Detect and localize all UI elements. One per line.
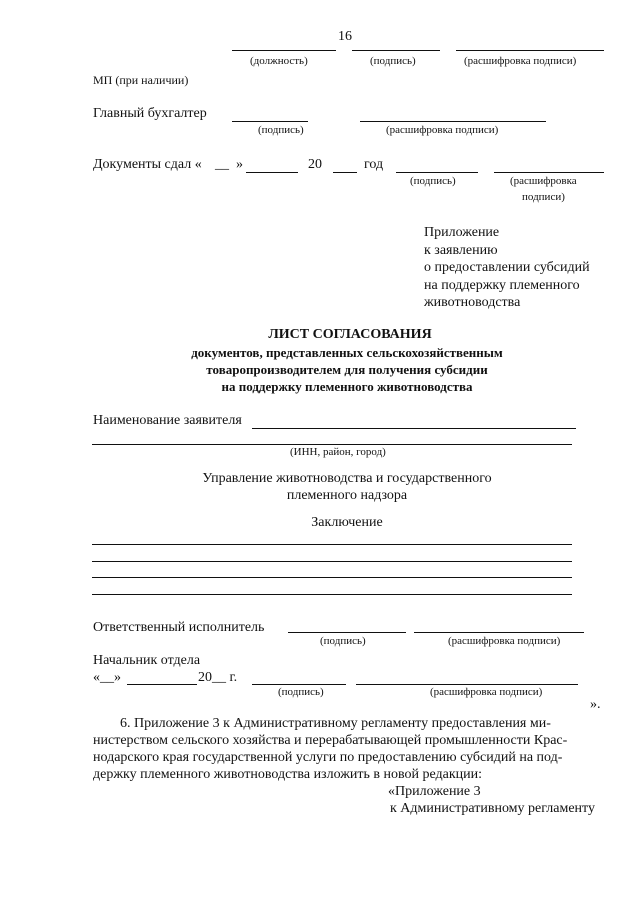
appendix-note-line: животноводства — [424, 295, 521, 310]
appendix-note-line: о предоставлении субсидий — [424, 260, 590, 275]
department-heading — [0, 470, 639, 504]
documents-year-word: год — [364, 157, 384, 172]
item6-line1: 6. Приложение 3 к Административному регламенту предоставления ми- — [120, 716, 551, 731]
documents-submitted-label: Документы сдал « — [93, 157, 202, 172]
documents-decoding-caption-2: подписи) — [522, 191, 565, 203]
executor-signature-line — [288, 632, 406, 633]
signature-caption: (подпись) — [370, 55, 416, 67]
applicant-label: Наименование заявителя — [93, 413, 242, 428]
appendix-note — [424, 224, 590, 312]
applicant-line-2 — [92, 444, 572, 445]
documents-decoding-caption-1: (расшифровка — [510, 175, 577, 187]
accountant-signature-caption: (подпись) — [258, 124, 304, 136]
applicant-line — [252, 428, 576, 429]
head-label: Начальник отдела — [93, 653, 201, 668]
accountant-decoding-line — [360, 121, 546, 122]
executor-signature-caption: (подпись) — [320, 635, 366, 647]
executor-decoding-caption: (расшифровка подписи) — [448, 635, 561, 647]
head-decoding-line — [356, 684, 578, 685]
head-month-line — [127, 684, 197, 685]
documents-day-blank: __ — [215, 157, 229, 172]
conclusion-line — [92, 577, 572, 578]
executor-decoding-line — [414, 632, 584, 633]
position-line — [232, 50, 336, 51]
signature-line — [352, 50, 440, 51]
appendix-note-line: на поддержку племенного — [424, 277, 580, 293]
head-date-open: «__» — [93, 670, 121, 685]
new-appendix-line1: «Приложение 3 — [388, 784, 481, 799]
sheet-subtitle — [0, 344, 639, 395]
decoding-line — [456, 50, 604, 51]
documents-signature-caption: (подпись) — [410, 175, 456, 187]
appendix-note-line: Приложение — [424, 225, 500, 240]
conclusion-line — [92, 544, 572, 545]
sheet-title: ЛИСТ СОГЛАСОВАНИЯ — [268, 327, 432, 342]
appendix-note-line: к заявлению — [424, 242, 498, 258]
accountant-decoding-caption: (расшифровка подписи) — [386, 124, 499, 136]
item6-line2: нистерством сельского хозяйства и перерабатывающей промышленности Крас- — [93, 733, 568, 748]
accountant-signature-line — [232, 121, 308, 122]
page-number: 16 — [338, 29, 352, 44]
head-decoding-caption: (расшифровка подписи) — [430, 686, 543, 698]
conclusion-label: Заключение — [311, 515, 383, 530]
conclusion-line — [92, 561, 572, 562]
head-signature-line — [252, 684, 346, 685]
chief-accountant-label: Главный бухгалтер — [93, 106, 207, 121]
sheet-subtitle-line: на поддержку племенного животноводства — [221, 379, 473, 394]
item6-line3: нодарского края государственной услуги по предоставлению субсидий на под- — [93, 750, 563, 765]
sheet-subtitle-line: товаропроизводителем для получения субсидии — [206, 362, 488, 377]
documents-decoding-line — [494, 172, 604, 173]
position-caption: (должность) — [250, 55, 308, 67]
department-line: племенного надзора — [286, 488, 408, 503]
seal-note: МП (при наличии) — [93, 73, 189, 87]
documents-signature-line — [396, 172, 478, 173]
documents-month-line — [246, 172, 298, 173]
applicant-caption: (ИНН, район, город) — [290, 446, 386, 458]
head-signature-caption: (подпись) — [278, 686, 324, 698]
documents-close-quote: » — [236, 157, 243, 172]
item6-line4: держку племенного животноводства изложить в новой редакции: — [93, 767, 483, 782]
head-date-year: 20__ г. — [198, 670, 238, 685]
documents-year-prefix: 20 — [308, 157, 322, 172]
sheet-subtitle-line: документов, представленных сельскохозяйственным — [191, 345, 503, 360]
new-appendix-line2: к Административному регламенту — [390, 801, 595, 816]
closing-mark: ». — [590, 697, 601, 712]
conclusion-line — [92, 594, 572, 595]
executor-label: Ответственный исполнитель — [93, 620, 265, 635]
decoding-caption: (расшифровка подписи) — [464, 55, 577, 67]
documents-year-line — [333, 172, 357, 173]
department-line: Управление животноводства и государственного — [202, 471, 492, 486]
